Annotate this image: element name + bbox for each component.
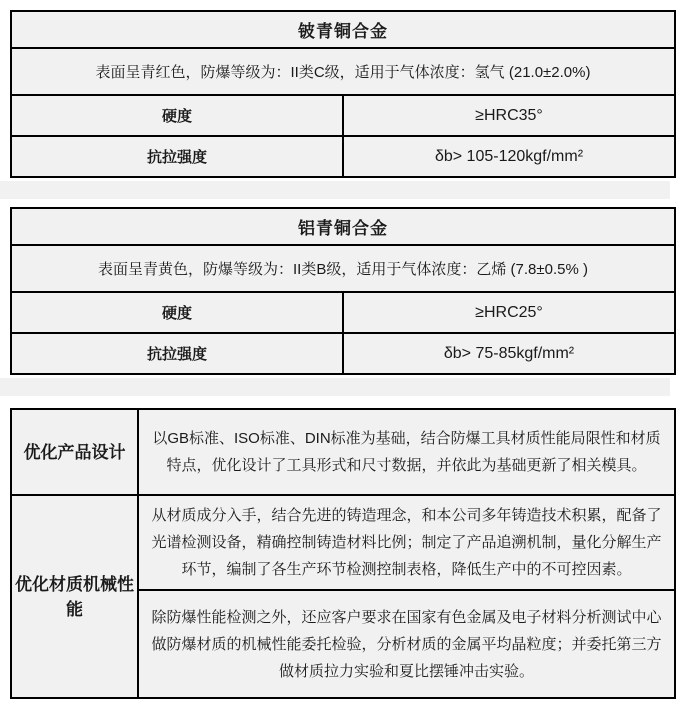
table-row (11, 292, 675, 333)
spacer-band (0, 378, 670, 396)
alloy-description: 表面呈青红色，防爆等级为：II类C级，适用于气体浓度：氢气 (21.0±2.0%) (11, 48, 675, 95)
document-page (0, 10, 686, 705)
aluminum-bronze-table (10, 207, 676, 375)
optimization-text-testing: 除防爆性能检测之外，还应客户要求在国家有色金属及电子材料分析测试中心做防爆材质的机械性能委托检验，分析材质的金属平均晶粒度；并委托第三方做材质拉力实验和夏比摆锤冲击实验。 (138, 590, 675, 698)
property-value-tensile-strength: δb> 75-85kgf/mm² (343, 333, 675, 374)
property-value-hardness: ≥HRC25° (343, 292, 675, 333)
property-label-hardness: 硬度 (11, 292, 343, 333)
table-row (11, 136, 675, 177)
table-row (11, 495, 675, 590)
beryllium-bronze-table (10, 10, 676, 178)
alloy-description: 表面呈青黄色，防爆等级为：II类B级，适用于气体浓度：乙烯 (7.8±0.5% ) (11, 245, 675, 292)
table-row (11, 333, 675, 374)
optimization-label-material-mechanics: 优化材质机械性能 (11, 495, 138, 698)
optimization-table (10, 408, 676, 699)
property-label-hardness: 硬度 (11, 95, 343, 136)
optimization-text-product-design: 以GB标准、ISO标准、DIN标准为基础，结合防爆工具材质性能局限性和材质特点，优化设计了工具形式和尺寸数据，并依此为基础更新了相关模具。 (138, 409, 675, 495)
optimization-text-material-process: 从材质成分入手，结合先进的铸造理念，和本公司多年铸造技术积累，配备了光谱检测设备，精确控制铸造材料比例；制定了产品追溯机制，量化分解生产环节，编制了各生产环节检测控制表格，降低生产中的不可控因素。 (138, 495, 675, 590)
table-row (11, 11, 675, 48)
table-row (11, 48, 675, 95)
optimization-label-product-design: 优化产品设计 (11, 409, 138, 495)
table-title-aluminum-bronze: 铝青铜合金 (11, 208, 675, 245)
property-value-tensile-strength: δb> 105-120kgf/mm² (343, 136, 675, 177)
table-row (11, 208, 675, 245)
table-row (11, 245, 675, 292)
table-row (11, 95, 675, 136)
table-row (11, 409, 675, 495)
property-label-tensile-strength: 抗拉强度 (11, 333, 343, 374)
table-title-beryllium-bronze: 铍青铜合金 (11, 11, 675, 48)
property-value-hardness: ≥HRC35° (343, 95, 675, 136)
property-label-tensile-strength: 抗拉强度 (11, 136, 343, 177)
spacer-band (0, 181, 670, 199)
